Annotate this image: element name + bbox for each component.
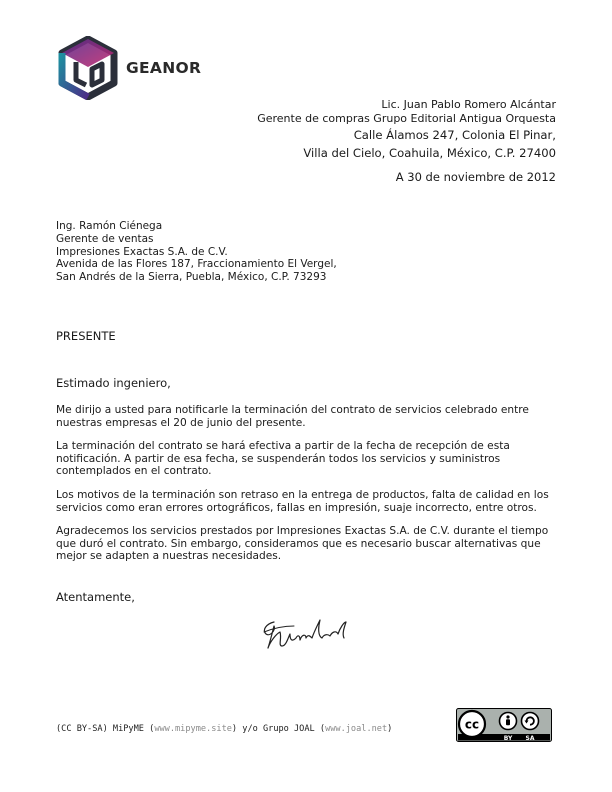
mipyme-link[interactable]: www.mipyme.site: [154, 724, 232, 734]
license-footer: [56, 724, 392, 734]
body-paragraph: La terminación del contrato se hará efectiva a partir de la fecha de recepción de esta notificación. A partir de esa fecha, se suspenderán todos los servicios y suministros contemplados en el contrato.: [56, 440, 510, 478]
footer-suffix: ): [387, 724, 393, 734]
sender-block: [257, 98, 556, 162]
body-paragraph: Me dirijo a usted para notificarle la terminación del contrato de servicios celebrado entre nuestras empresas el 20 de junio del presente.: [56, 404, 529, 429]
recipient-position: Gerente de ventas: [56, 232, 154, 245]
recipient-address-line2: San Andrés de la Sierra, Puebla, México, C.P. 73293: [56, 271, 327, 284]
body-paragraph: Agradecemos los servicios prestados por Impresiones Exactas S.A. de C.V. durante el tiempo que duró el contrato. Sin embargo, consideramos que es necesario buscar alternativas que mejor se adapten a nuestras necesidades.: [56, 525, 549, 563]
recipient-block: [56, 220, 337, 284]
signature: [260, 612, 352, 654]
company-logo: [56, 36, 201, 100]
body-paragraph: Los motivos de la terminación son retraso en la entrega de productos, falta de calidad en los servicios como eran errores ortográficos, fallas en impresión, suaje incorrecto, entre otros.: [56, 488, 549, 514]
closing: Atentamente,: [56, 590, 135, 604]
cc-by-sa-license-icon[interactable]: [456, 708, 552, 742]
cc-label: cc: [464, 717, 480, 732]
sender-name: Lic. Juan Pablo Romero Alcántar: [381, 98, 556, 111]
salutation: Estimado ingeniero,: [56, 376, 171, 390]
joal-link[interactable]: www.joal.net: [325, 724, 388, 734]
recipient-name: Ing. Ramón Ciénega: [56, 220, 163, 232]
cube-logo-icon: [56, 36, 120, 100]
presente-heading: PRESENTE: [56, 329, 116, 343]
letter-date: A 30 de noviembre de 2012: [395, 170, 556, 184]
recipient-company: Impresiones Exactas S.A. de C.V.: [56, 245, 228, 258]
sender-position: Gerente de compras Grupo Editorial Antigua Orquesta: [257, 112, 556, 125]
recipient-address-line1: Avenida de las Flores 187, Fraccionamiento El Vergel,: [56, 258, 337, 271]
footer-prefix: (CC BY-SA) MiPyME (: [56, 724, 155, 734]
sa-label: SA: [525, 734, 535, 742]
sender-address-line1: Calle Álamos 247, Colonia El Pinar,: [353, 128, 556, 142]
footer-middle: ) y/o Grupo JOAL (: [231, 724, 326, 734]
sa-icon: [522, 713, 539, 730]
letter-body: [56, 404, 556, 574]
sender-address-line2: Villa del Cielo, Coahuila, México, C.P. 27400: [303, 146, 556, 160]
by-label: BY: [503, 734, 513, 742]
company-name: GEANOR: [126, 59, 202, 77]
